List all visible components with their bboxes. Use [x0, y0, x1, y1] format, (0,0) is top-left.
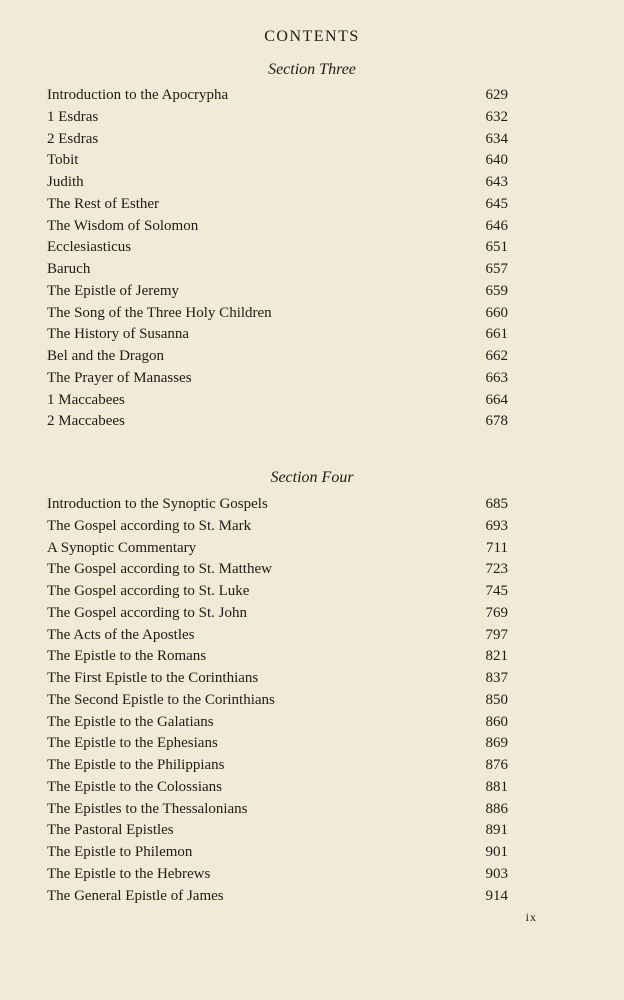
- toc-entry-title: The Song of the Three Holy Children: [47, 304, 272, 321]
- toc-entry: [47, 494, 508, 516]
- toc-entry-title: Ecclesiasticus: [47, 239, 132, 256]
- toc-entry: [47, 259, 508, 281]
- section-four-heading: Section Four: [270, 469, 354, 486]
- toc-entry-page: 643: [485, 174, 508, 190]
- section-three-list: [47, 85, 508, 433]
- toc-entry: [47, 150, 508, 172]
- toc-entry-title: The Epistle to Philemon: [47, 844, 193, 860]
- toc-entry: [47, 237, 508, 259]
- page-folio: ix: [525, 910, 537, 924]
- toc-entry-title: Introduction to the Apocrypha: [47, 87, 229, 103]
- toc-entry-title: The Epistle to the Galatians: [47, 713, 214, 730]
- toc-entry-title: Introduction to the Synoptic Gospels: [47, 496, 268, 512]
- toc-entry-page: 629: [485, 87, 508, 103]
- toc-entry: [47, 559, 508, 581]
- toc-entry-title: The Epistle to the Philippians: [47, 757, 225, 773]
- toc-entry-title: The Rest of Esther: [47, 195, 160, 212]
- toc-entry: [47, 733, 508, 755]
- toc-entry-page: 903: [485, 865, 508, 882]
- toc-entry: [47, 107, 508, 129]
- toc-entry-title: The Epistle to the Hebrews: [47, 865, 211, 882]
- toc-entry-title: The Gospel according to St. Luke: [47, 583, 250, 599]
- toc-entry-page: 881: [485, 778, 508, 795]
- toc-entry-title: The Epistle of Jeremy: [47, 282, 180, 299]
- toc-entry-title: The General Epistle of James: [47, 887, 224, 904]
- toc-entry: [47, 281, 508, 303]
- toc-entry: [47, 581, 508, 603]
- toc-entry-page: 821: [485, 648, 508, 665]
- toc-entry-page: 914: [485, 887, 508, 904]
- page-title: CONTENTS: [264, 28, 360, 45]
- toc-entry-title: A Synoptic Commentary: [47, 539, 197, 556]
- toc-entry: [47, 390, 508, 412]
- toc-entry-page: 685: [485, 496, 508, 512]
- toc-entry-title: Judith: [47, 174, 84, 190]
- toc-entry-title: The Epistle to the Colossians: [47, 778, 222, 795]
- toc-entry: [47, 777, 508, 799]
- toc-entry-page: 664: [485, 391, 508, 408]
- toc-entry-title: The Pastoral Epistles: [47, 822, 174, 839]
- toc-entry-title: The Acts of the Apostles: [47, 626, 195, 643]
- toc-entry-title: Baruch: [47, 261, 91, 277]
- toc-entry-page: 860: [485, 713, 508, 730]
- toc-entry-title: The Epistle to the Romans: [47, 648, 207, 665]
- toc-entry-page: 886: [485, 800, 508, 817]
- toc-entry-title: The Gospel according to St. John: [47, 604, 247, 621]
- toc-entry-page: 769: [485, 604, 508, 621]
- toc-entry: [47, 864, 508, 886]
- toc-entry-page: 901: [485, 844, 508, 860]
- toc-entry-title: The History of Susanna: [47, 326, 190, 343]
- toc-entry: [47, 194, 508, 216]
- toc-entry: [47, 646, 508, 668]
- toc-entry-page: 657: [485, 261, 508, 277]
- toc-entry-title: 2 Maccabees: [47, 413, 125, 430]
- toc-entry-page: 869: [485, 735, 508, 752]
- toc-entry: [47, 216, 508, 238]
- toc-entry-page: 634: [485, 130, 508, 147]
- toc-entry: [47, 346, 508, 368]
- toc-entry-page: 693: [485, 517, 508, 534]
- toc-entry-page: 661: [485, 326, 508, 343]
- section-three-heading: Section Three: [268, 61, 356, 78]
- toc-entry-title: The First Epistle to the Corinthians: [47, 670, 259, 686]
- toc-entry: [47, 668, 508, 690]
- toc-entry-page: 640: [485, 152, 508, 169]
- toc-entry: [47, 820, 508, 842]
- toc-entry: [47, 411, 508, 433]
- toc-entry-page: 632: [485, 108, 508, 125]
- toc-entry: [47, 368, 508, 390]
- toc-entry-title: Bel and the Dragon: [47, 348, 165, 364]
- toc-entry-title: The Second Epistle to the Corinthians: [47, 691, 275, 708]
- toc-entry: [47, 516, 508, 538]
- toc-entry-page: 711: [486, 539, 508, 556]
- toc-entry-title: The Gospel according to St. Mark: [47, 517, 252, 534]
- toc-entry-title: 2 Esdras: [47, 130, 99, 147]
- toc-entry: [47, 303, 508, 325]
- toc-entry: [47, 603, 508, 625]
- toc-entry-title: Tobit: [47, 152, 79, 169]
- toc-entry-page: 660: [485, 304, 508, 321]
- toc-entry: [47, 842, 508, 864]
- toc-entry-page: 837: [485, 670, 508, 686]
- section-four-list: [47, 494, 508, 907]
- toc-entry-title: 1 Esdras: [47, 108, 99, 125]
- toc-entry-title: 1 Maccabees: [47, 391, 125, 408]
- toc-entry-title: The Prayer of Manasses: [47, 369, 192, 386]
- toc-entry: [47, 690, 508, 712]
- toc-entry: [47, 886, 508, 908]
- toc-entry: [47, 172, 508, 194]
- toc-entry-page: 723: [485, 561, 508, 578]
- toc-entry-title: The Epistle to the Ephesians: [47, 735, 218, 752]
- toc-entry: [47, 538, 508, 560]
- toc-entry-page: 850: [485, 691, 508, 708]
- toc-entry-page: 662: [485, 348, 508, 364]
- toc-entry-page: 659: [485, 282, 508, 299]
- toc-entry-page: 663: [485, 369, 508, 386]
- toc-entry: [47, 712, 508, 734]
- toc-entry: [47, 799, 508, 821]
- toc-entry-page: 797: [485, 626, 508, 643]
- toc-entry-page: 876: [485, 757, 508, 773]
- toc-entry: [47, 324, 508, 346]
- toc-entry-title: The Epistles to the Thessalonians: [47, 800, 248, 817]
- toc-entry-page: 645: [485, 195, 508, 212]
- toc-entry-page: 651: [485, 239, 508, 256]
- toc-entry-page: 646: [485, 217, 508, 234]
- toc-entry-page: 891: [485, 822, 508, 839]
- toc-entry-title: The Wisdom of Solomon: [47, 217, 199, 234]
- toc-entry-page: 678: [485, 413, 508, 430]
- toc-entry-page: 745: [485, 583, 508, 599]
- toc-entry-title: The Gospel according to St. Matthew: [47, 561, 272, 578]
- toc-entry: [47, 129, 508, 151]
- toc-entry: [47, 625, 508, 647]
- toc-entry: [47, 755, 508, 777]
- toc-entry: [47, 85, 508, 107]
